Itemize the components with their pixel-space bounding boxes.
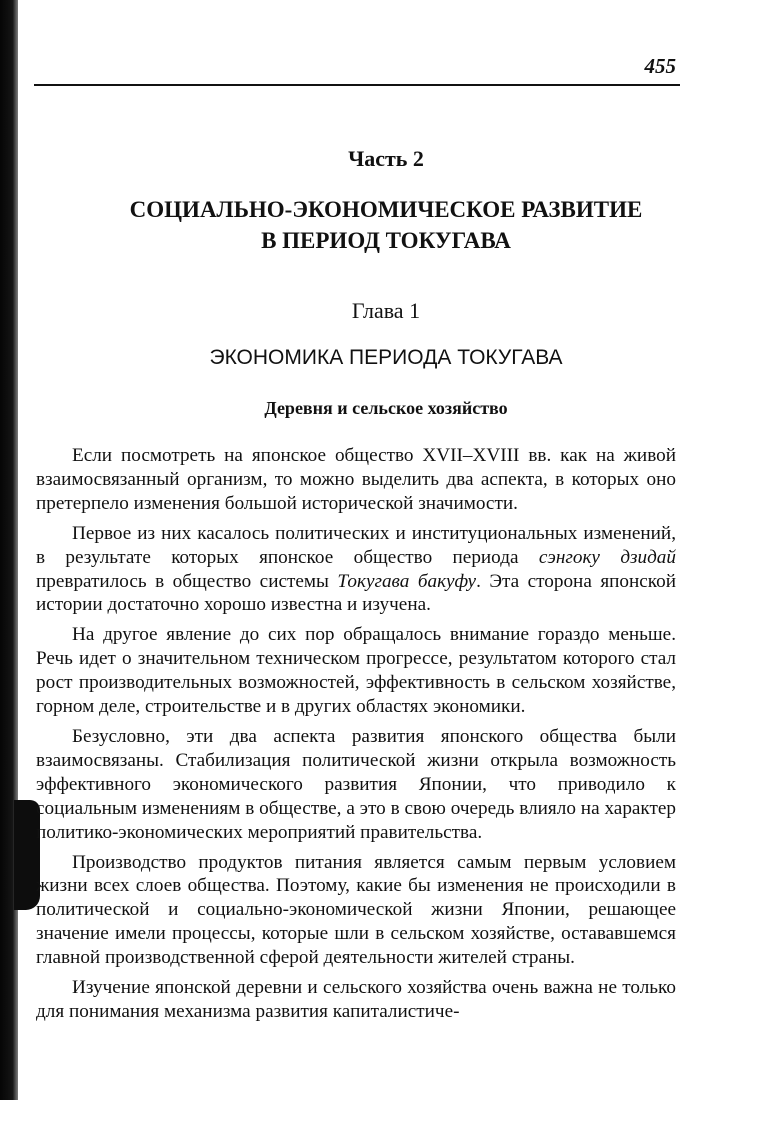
paragraph-2-text-a: Первое из них касалось политических и институциональных изменений, в результате которых японское общество периода	[36, 522, 676, 568]
section-title-line-2: В ПЕРИОД ТОКУГАВА	[261, 228, 511, 253]
body-text	[36, 444, 676, 1030]
chapter-title: ЭКОНОМИКА ПЕРИОДА ТОКУГАВА	[209, 346, 563, 369]
term-sengoku-jidai: сэнгоку дзидай	[538, 546, 676, 568]
paragraph-5: Производство продуктов питания является самым первым условием жизни всех слоев общества. Поэтому, какие бы изменения не происходили в политической и социально-экономической жизни Японии, решающее значение имели процессы, которые шли в сельском хозяйстве, остававшемся главной производственной сферой деятельности жителей страны.	[36, 851, 676, 969]
scan-shadow-edge	[0, 0, 18, 1100]
paragraph-2-text-b: превратилось в общество системы	[36, 570, 338, 592]
paragraph-4: Безусловно, эти два аспекта развития японского общества были взаимосвязаны. Стабилизация политической жизни открыла возможность эффективного экономического развития Японии, что приводило к социальным изменениям в обществе, а это в свою очередь влияло на характер политико-экономических мероприятий правительства.	[36, 725, 676, 843]
chapter-heading: Глава 1	[351, 298, 421, 323]
paragraph-1: Если посмотреть на японское общество XVII–XVIII вв. как на живой взаимосвязанный организм, то можно выделить два аспекта, в которых оно претерпело изменения большой исторической значимости.	[36, 445, 676, 514]
term-tokugawa-bakufu: Токугава бакуфу	[337, 570, 477, 592]
paragraph-6: Изучение японской деревни и сельского хозяйства очень важна не только для понимания механизма развития капиталистиче-	[36, 977, 676, 1022]
subsection-heading: Деревня и сельское хозяйство	[264, 398, 508, 418]
header-rule	[34, 84, 680, 86]
paragraph-2	[36, 522, 676, 618]
part-heading: Часть 2	[348, 146, 424, 171]
paragraph-3: На другое явление до сих пор обращалось внимание гораздо меньше. Речь идет о значительном техническом прогрессе, результатом которого стал рост производительных возможностей, эффективность в сельском хозяйстве, горном деле, строительстве и в других областях экономики.	[36, 624, 676, 718]
page-number: 455	[644, 54, 676, 78]
section-title	[30, 194, 742, 256]
section-title-line-1: СОЦИАЛЬНО-ЭКОНОМИЧЕСКОЕ РАЗВИТИЕ	[129, 197, 643, 222]
paragraph-2-text-c: . Эта сторона японской истории достаточно хорошо известна и изучена.	[36, 570, 677, 616]
